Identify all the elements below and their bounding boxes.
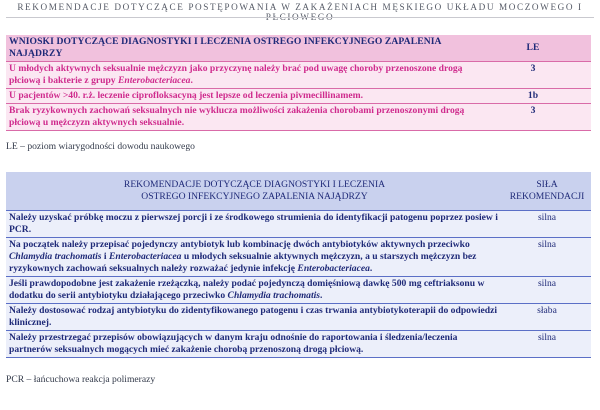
pcr-footnote: PCR – łańcuchowa reakcja polimerazy [6, 374, 156, 385]
header-divider [6, 17, 594, 18]
table-row [6, 104, 591, 131]
table-header-row [6, 172, 591, 211]
le-value: 1b [475, 89, 591, 104]
recommendation-text: Należy przestrzegać przepisów obowiązujących w danym kraju odnośnie do raportowania i śledzenia/leczenia partnerów seksualnych mogących mieć zakażenie chorobą przenoszoną drogą płciową. [6, 331, 503, 358]
recommendations-column-header: REKOMENDACJE DOTYCZĄCE DIAGNOSTYKI I LECZENIA OSTREGO INFEKCYJNEGO ZAPALENIA NAJĄDRZY [6, 172, 503, 211]
conclusions-table [6, 35, 591, 131]
strength-value: silna [503, 211, 591, 238]
strength-value: silna [503, 238, 591, 277]
le-footnote: LE – poziom wiarygodności dowodu naukowego [6, 141, 195, 152]
le-value: 3 [475, 104, 591, 131]
conclusion-text: Brak ryzykownych zachowań seksualnych nie wyklucza możliwości zakażenia chorobami przenoszonymi drogą płciową u mężczyzn aktywnych seksualnie. [6, 104, 475, 131]
table-row [6, 238, 591, 277]
strength-column-header: SIŁA REKOMENDACJI [503, 172, 591, 211]
recommendation-text: Należy dostosować rodzaj antybiotyku do zidentyfikowanego patogenu i czas trwania antybiotykoterapii do odpowiedzi klinicznej. [6, 304, 503, 331]
recommendation-text: Na początek należy przepisać pojedynczy antybiotyk lub kombinację dwóch antybiotyków aktywnych przeciwko Chlamydia trachomatis i Enterobacteriacea u młodych seksualnie aktywnych mężczyzn, a u starszych mężczyzn bez ryzykownych zachowań seksualnych należy rozważać jedynie infekcję Enterobacteriacea. [6, 238, 503, 277]
conclusions-column-header: WNIOSKI DOTYCZĄCE DIAGNOSTYKI I LECZENIA OSTREGO INFEKCYJNEGO ZAPALENIA NAJĄDRZY [6, 35, 475, 62]
table-row [6, 304, 591, 331]
conclusion-text: U młodych aktywnych seksualnie mężczyzn jako przyczynę należy brać pod uwagę choroby przenoszone drogą płciową i bakterie z grupy Enterobacteriacea. [6, 62, 475, 89]
table-row [6, 211, 591, 238]
recommendation-text: Należy uzyskać próbkę moczu z pierwszej porcji i ze środkowego strumienia do identyfikacji patogenu poprzez posiew i PCR. [6, 211, 503, 238]
running-header: REKOMENDACJE DOTYCZĄCE POSTĘPOWANIA W ZAKAŻENIACH MĘSKIEGO UKŁADU MOCZOWEGO I PŁCIOWEGO [17, 2, 583, 22]
recommendation-text: Jeśli prawdopodobne jest zakażenie rzeżączką, należy podać pojedynczą domięśniową dawkę 500 mg ceftriaksonu w dodatku do serii antybiotyku działającego przeciwko Chlamydia trachomatis. [6, 277, 503, 304]
table-header-row [6, 35, 591, 62]
strength-value: silna [503, 277, 591, 304]
table-row [6, 62, 591, 89]
le-column-header: LE [475, 35, 591, 62]
strength-value: silna [503, 331, 591, 358]
table-row [6, 277, 591, 304]
strength-value: słaba [503, 304, 591, 331]
conclusion-text: U pacjentów >40. r.ż. leczenie ciprofloksacyną jest lepsze od leczenia pivmecillinamem. [6, 89, 475, 104]
le-value: 3 [475, 62, 591, 89]
recommendations-table [6, 172, 591, 358]
table-row [6, 89, 591, 104]
table-row [6, 331, 591, 358]
